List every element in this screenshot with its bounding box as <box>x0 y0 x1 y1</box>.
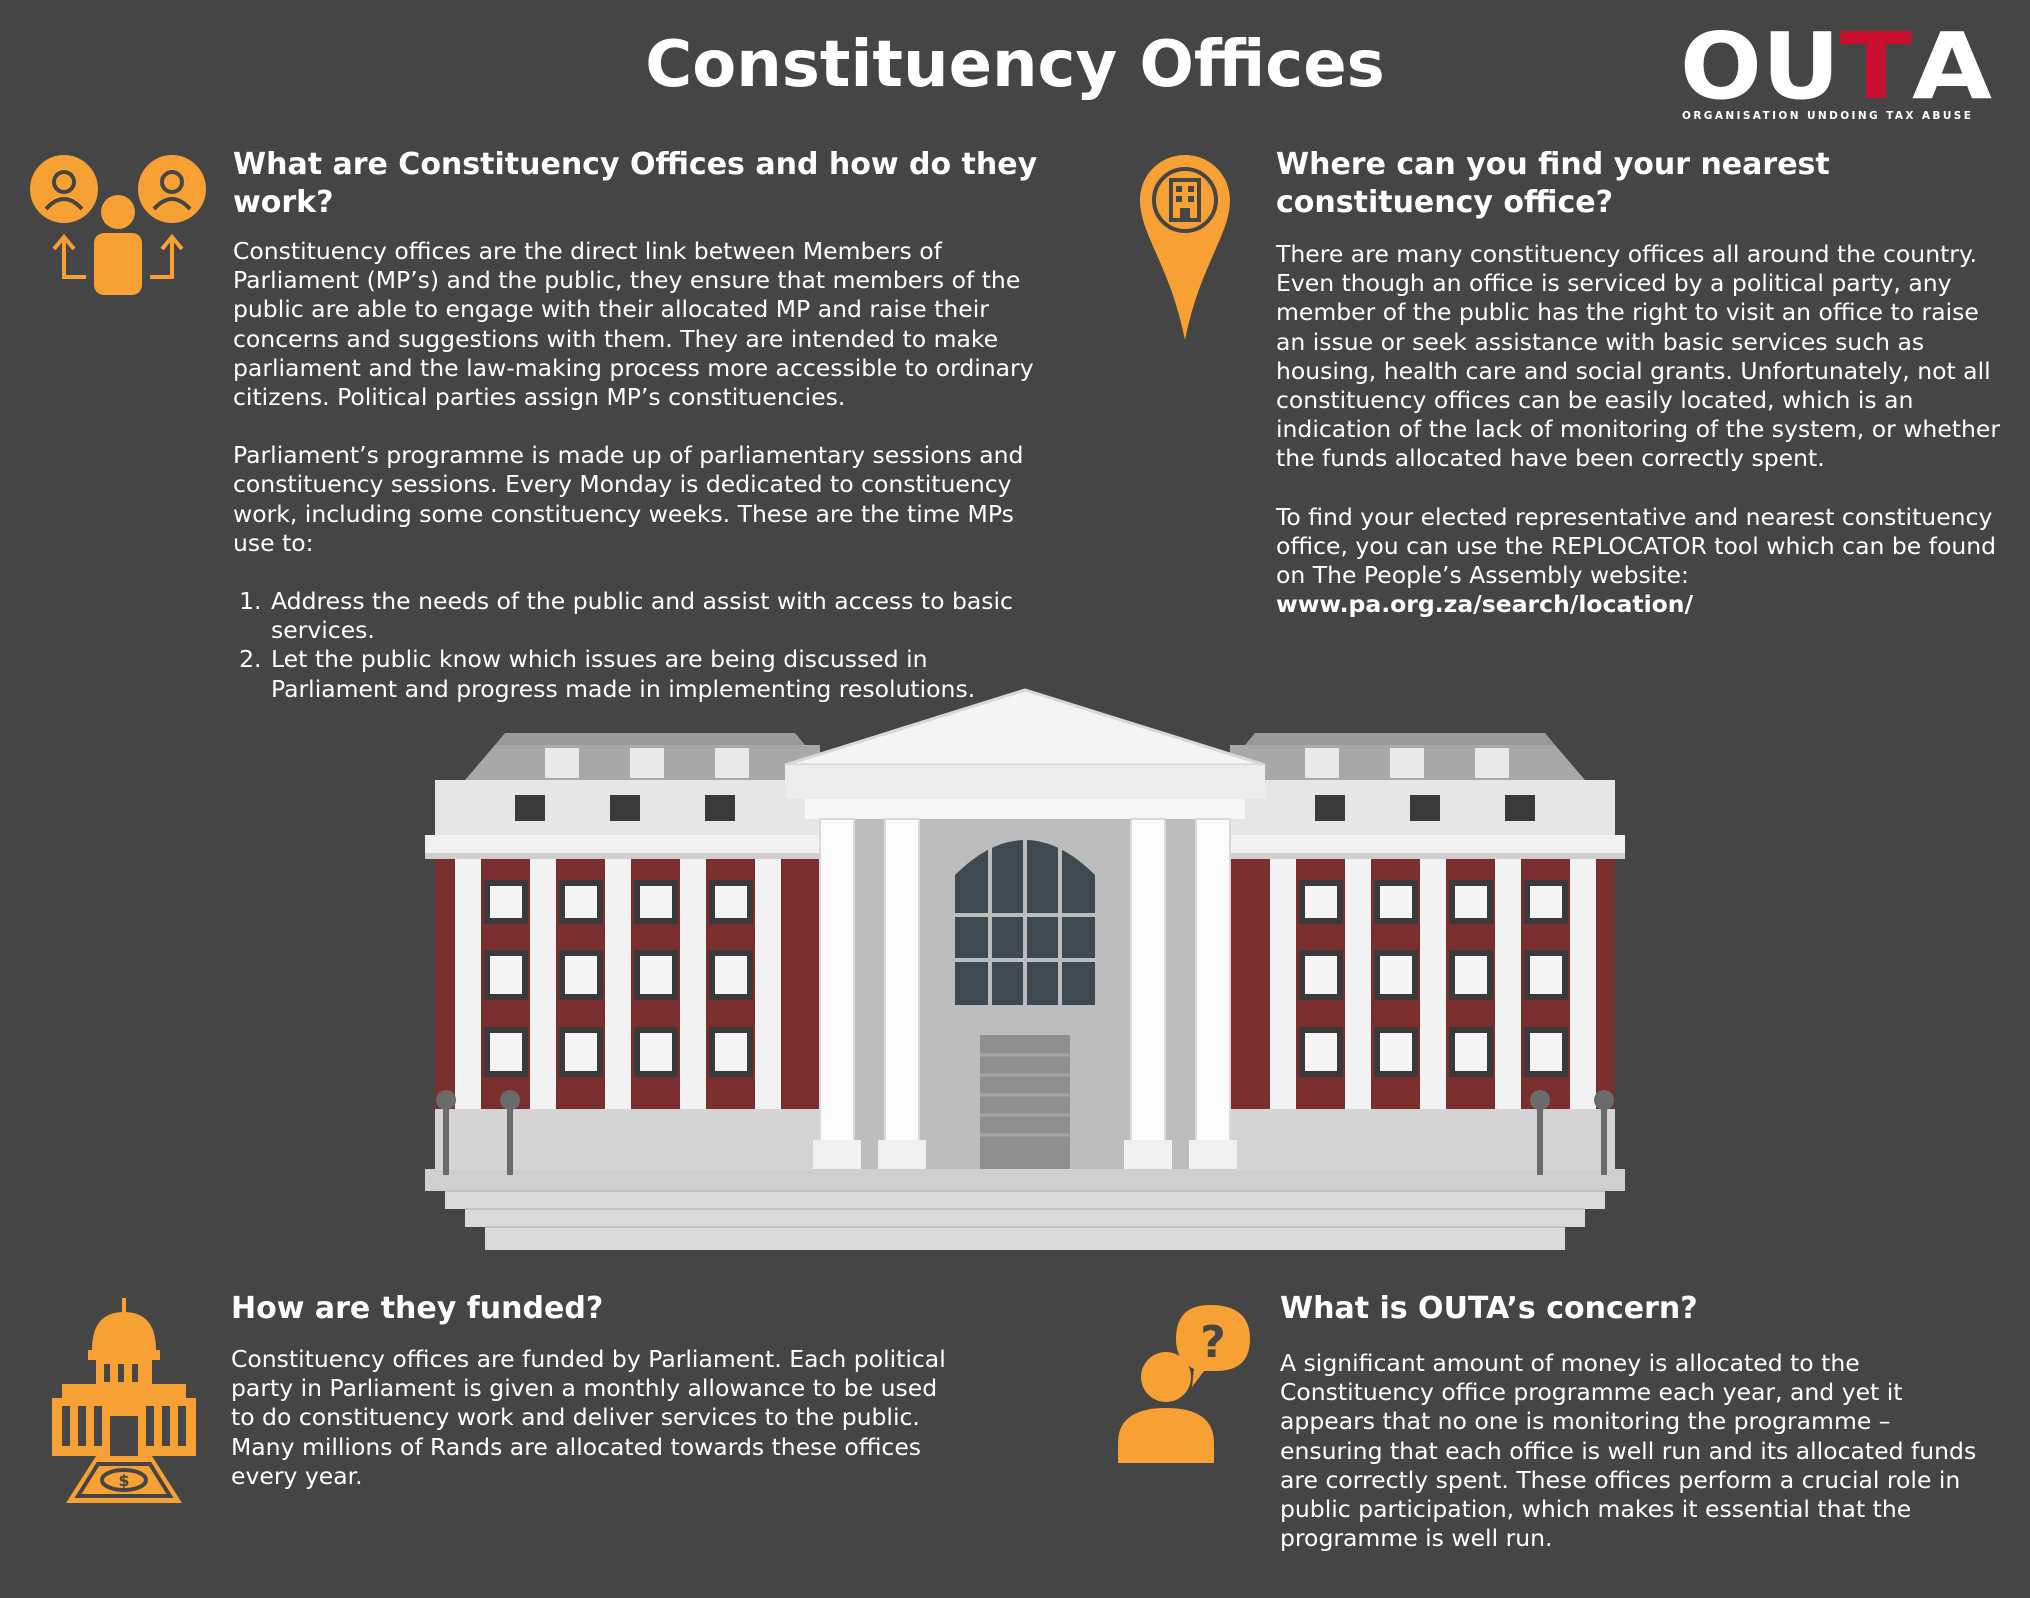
parliament-building-illustration <box>425 685 1625 1250</box>
section-what-paragraph-2: Parliament’s programme is made up of parliamentary sessions and constituency sessions. Every Monday is dedicated to constituency work, including some constituency weeks. These are the time MPs use to: <box>233 441 1024 557</box>
outa-logo <box>1680 28 1995 128</box>
section-concern <box>1280 1290 2000 1553</box>
svg-text:?: ? <box>1200 1317 1226 1368</box>
logo-letter-a: A <box>1912 28 1992 120</box>
parliament-money-icon <box>52 1298 196 1503</box>
page-title: Constituency Offices <box>645 28 1385 102</box>
people-connection-icon <box>28 155 208 295</box>
section-what-paragraph-1: Constituency offices are the direct link between Members of Parliament (MP’s) and the public, they ensure that members of the public are able to engage with their allocated MP and raise their concerns and suggestions with them. They are intended to make parliament and the law-making process more accessible to ordinary citizens. Political parties assign MP’s constituencies. <box>233 237 1034 412</box>
location-pin-building-icon <box>1140 155 1230 340</box>
logo-letter-t: T <box>1840 28 1913 120</box>
section-where-heading: Where can you find your nearest constituency office? <box>1276 147 1830 220</box>
logo-letter-o-u: OU <box>1680 28 1837 120</box>
svg-text:$: $ <box>118 1471 130 1490</box>
logo-tagline: ORGANISATION UNDOING TAX ABUSE <box>1682 110 1974 122</box>
section-where-paragraph-2: To find your elected representative and nearest constituency office, you can use the REPLOCATOR tool which can be found on The People’s Assembly website: <box>1276 502 1997 590</box>
section-what <box>233 146 1093 704</box>
section-concern-heading: What is OUTA’s concern? <box>1280 1291 1698 1326</box>
list-item: 1. Address the needs of the public and assist with access to basic services. <box>269 587 1049 645</box>
list-item: 2. Let the public know which issues are being discussed in Parliament and progress made in implementing resolutions. <box>269 645 1049 703</box>
person-question-icon <box>1118 1305 1253 1463</box>
section-funded-paragraph-1: Constituency offices are funded by Parliament. Each political party in Parliament is given a monthly allowance to be used to do constituency work and deliver services to the public. Many millions of Rands are allocated towards these offices every year. <box>231 1345 946 1490</box>
section-concern-paragraph-1: A significant amount of money is allocated to the Constituency office programme each year, and yet it appears that no one is monitoring the programme – ensuring that each office is well run and its allocated funds are correctly spent. These offices perform a crucial role in public participation, which makes it essential that the programme is well run. <box>1280 1349 1977 1553</box>
section-what-heading: What are Constituency Offices and how do they work? <box>233 147 1038 220</box>
section-where-paragraph-1: There are many constituency offices all around the country. Even though an office is serviced by a political party, any member of the public has the right to visit an office to raise an issue or seek assistance with basic services such as housing, health care and social grants. Unfortunately, not all constituency offices can be easily located, which is an indication of the lack of monitoring of the system, or whether the funds allocated have been correctly spent. <box>1276 240 2001 473</box>
section-where <box>1276 146 2016 619</box>
section-funded-heading: How are they funded? <box>231 1291 604 1326</box>
section-funded <box>231 1290 971 1491</box>
replocator-link[interactable]: www.pa.org.za/search/location/ <box>1276 590 1694 619</box>
